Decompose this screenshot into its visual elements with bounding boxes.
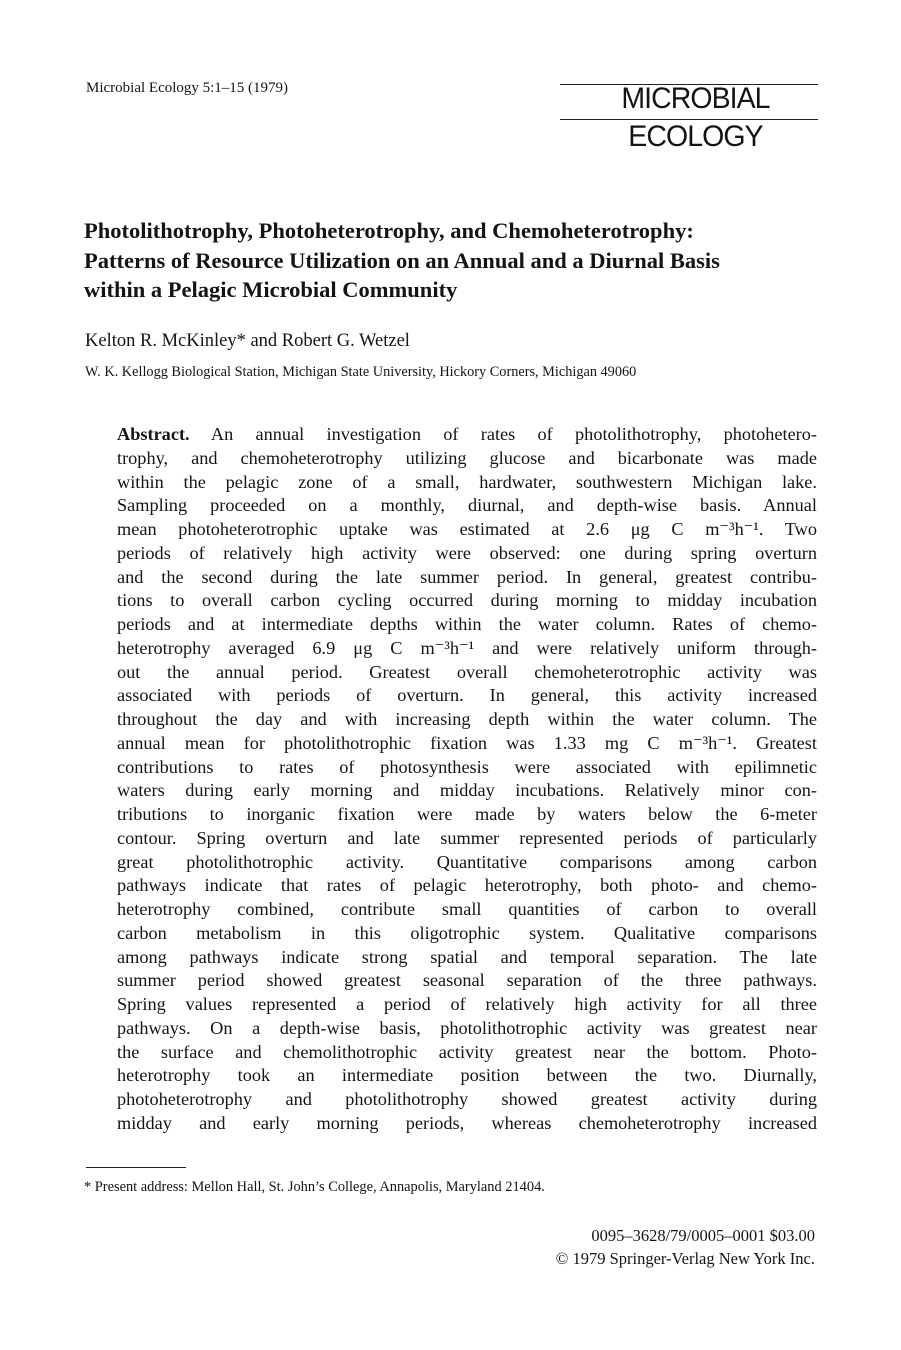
- copyright-notice: © 1979 Springer-Verlag New York Inc.: [555, 1249, 815, 1268]
- abstract-line: tions to overall carbon cycling occurred during morning to midday incubation: [117, 590, 817, 611]
- abstract-line: heterotrophy combined, contribute small quantities of carbon to overall: [117, 899, 817, 919]
- abstract-line: within the pelagic zone of a small, hardwater, southwestern Michigan lake.: [117, 471, 817, 492]
- abstract-line: mean photoheterotrophic uptake was estimated at 2.6 μg C m⁻³h⁻¹. Two: [117, 519, 817, 539]
- abstract-line: associated with periods of overturn. In general, this activity increased: [117, 685, 817, 706]
- abstract-label: Abstract.: [117, 424, 190, 444]
- abstract-line: periods of relatively high activity were observed: one during spring overturn: [117, 542, 817, 563]
- abstract-line: heterotrophy averaged 6.9 μg C m⁻³h⁻¹ and were relatively uniform through-: [117, 637, 817, 658]
- abstract-line: great photolithotrophic activity. Quantitative comparisons among carbon: [117, 851, 817, 872]
- abstract-line: annual mean for photolithotrophic fixation was 1.33 mg C m⁻³h⁻¹. Greatest: [117, 732, 817, 753]
- abstract-line: throughout the day and with increasing depth within the water column. The: [117, 709, 817, 729]
- abstract: [117, 423, 817, 1136]
- abstract-line: and the second during the late summer period. In general, greatest contribu-: [117, 566, 817, 587]
- footnote: * Present address: Mellon Hall, St. John’s College, Annapolis, Maryland 21404.: [84, 1179, 545, 1195]
- abstract-line: tributions to inorganic fixation were made by waters below the 6-meter: [117, 804, 817, 824]
- abstract-line: Spring values represented a period of relatively high activity for all three: [117, 994, 817, 1014]
- abstract-line: heterotrophy took an intermediate position between the two. Diurnally,: [117, 1065, 817, 1086]
- title-line: within a Pelagic Microbial Community: [84, 277, 458, 302]
- abstract-line: trophy, and chemoheterotrophy utilizing glucose and bicarbonate was made: [117, 447, 817, 468]
- journal-logo-text: MICROBIAL ECOLOGY: [621, 82, 770, 153]
- article-title: [84, 216, 824, 305]
- abstract-line: pathways indicate that rates of pelagic heterotrophy, both photo- and chemo-: [117, 875, 817, 896]
- abstract-line: contributions to rates of photosynthesis were associated with epilimnetic: [117, 756, 817, 777]
- abstract-line: waters during early morning and midday incubations. Relatively minor con-: [117, 780, 817, 801]
- abstract-line: summer period showed greatest seasonal separation of the three pathways.: [117, 970, 817, 991]
- author-list: Kelton R. McKinley* and Robert G. Wetzel: [85, 331, 410, 351]
- abstract-line: pathways. On a depth-wise basis, photolithotrophic activity was greatest near: [117, 1017, 817, 1038]
- title-line: Photolithotrophy, Photoheterotrophy, and Chemoheterotrophy:: [84, 218, 694, 243]
- abstract-line: among pathways indicate strong spatial and temporal separation. The late: [117, 946, 817, 967]
- issn-price: 0095–3628/79/0005–0001 $03.00: [591, 1226, 815, 1245]
- abstract-line: carbon metabolism in this oligotrophic system. Qualitative comparisons: [117, 922, 817, 943]
- title-line: Patterns of Resource Utilization on an Annual and a Diurnal Basis: [84, 247, 720, 273]
- abstract-line: photoheterotrophy and photolithotrophy showed greatest activity during: [117, 1089, 817, 1109]
- abstract-line: the surface and chemolithotrophic activity greatest near the bottom. Photo-: [117, 1041, 817, 1062]
- abstract-line: contour. Spring overturn and late summer represented periods of particularly: [117, 827, 817, 848]
- footnote-divider: [86, 1167, 186, 1168]
- abstract-line: Abstract. An annual investigation of rates of photolithotrophy, photohetero-: [117, 424, 818, 444]
- abstract-line: midday and early morning periods, whereas chemoheterotrophy increased: [117, 1112, 817, 1133]
- journal-reference: Microbial Ecology 5:1–15 (1979): [86, 80, 289, 96]
- abstract-line: periods and at intermediate depths within the water column. Rates of chemo-: [117, 614, 817, 634]
- abstract-line: out the annual period. Greatest overall chemoheterotrophic activity was: [117, 661, 817, 682]
- abstract-line: Sampling proceeded on a monthly, diurnal, and depth-wise basis. Annual: [117, 495, 817, 516]
- logo-bottom-rule: [560, 119, 818, 120]
- author-affiliation: W. K. Kellogg Biological Station, Michigan State University, Hickory Corners, Michigan 49060: [85, 364, 637, 380]
- journal-logo: [560, 76, 818, 153]
